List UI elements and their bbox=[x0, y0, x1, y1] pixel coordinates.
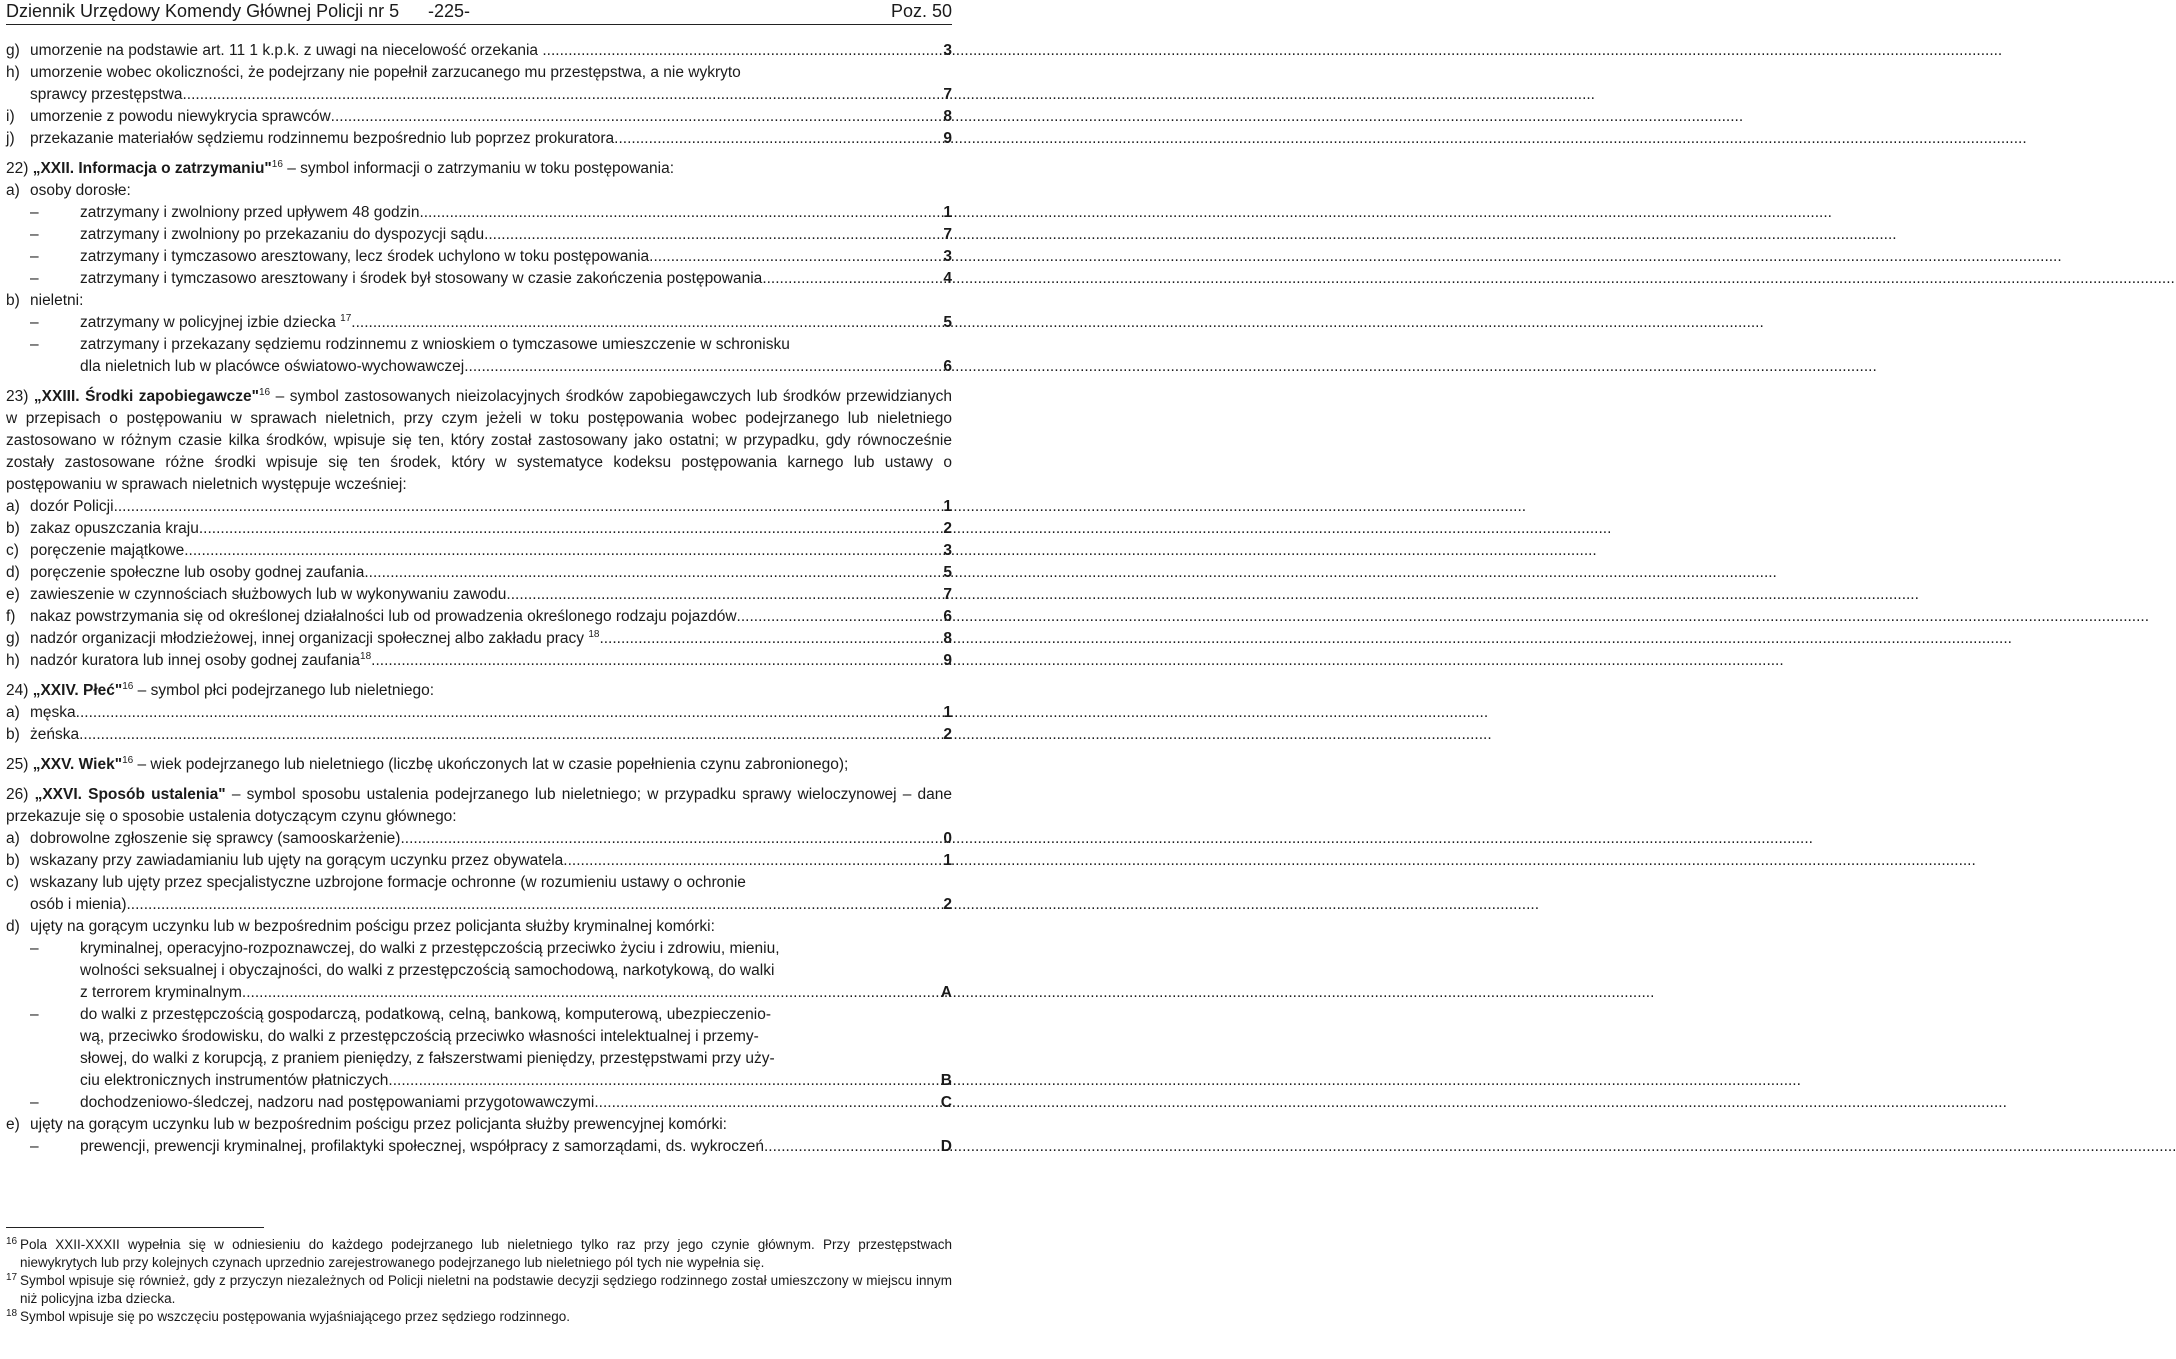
list-item: b) wskazany przy zawiadamianiu lub ujęty na gorącym uczynku przez obywatela ..... 1 bbox=[6, 850, 952, 872]
page-number: -225- bbox=[428, 1, 471, 21]
list-item-continuation: ciu elektronicznych instrumentów płatniczych ..... B bbox=[6, 1070, 952, 1092]
list-item: j) przekazanie materiałów sędziemu rodzinnemu bezpośrednio lub poprzez prokuratora ..... 9 bbox=[6, 128, 952, 150]
list-item-continuation: wą, przeciwko środowisku, do walki z przestępczością przeciwko własności intelektualnej i przemy- bbox=[80, 1028, 759, 1045]
section-23: 23) „XXIII. Środki zapobiegawcze"$^{16}$ – symbol zastosowanych nieizolacyjnych środków zapobiegawczych lub środków przewidzianych w przepisach o postępowaniu w sprawach nieletnich, przy czym jeżeli w toku postępowania wobec podejrzanego lub nieletniego zastosowano w różnym czasie kilka środków, wpisuje się ten, który został zastosowany jako ostatni; w przypadku, gdy równocześnie zostały zastosowane różne środki wpisuje się ten środek, który w systematyce kodeksu postępowania karnego lub ustawy o postępowaniu w sprawach nieletnich występuje wcześniej: bbox=[6, 386, 953, 493]
list-item: a) męska ..... 1 bbox=[6, 702, 952, 724]
footnotes bbox=[6, 1236, 952, 1326]
list-item: i) umorzenie z powodu niewykrycia sprawców ..... 8 bbox=[6, 106, 952, 128]
list-item: a) dobrowolne zgłoszenie się sprawcy (samooskarżenie) ..... 0 bbox=[6, 828, 952, 850]
list-item: g) umorzenie na podstawie art. 11 1 k.p.k. z uwagi na niecelowość orzekania ........... ..... 3 bbox=[6, 40, 952, 62]
list-item: f) nakaz powstrzymania się od określonej działalności lub od prowadzenia określonego rodzaju pojazdów ..... 6 bbox=[6, 606, 952, 628]
header-rule bbox=[6, 24, 952, 25]
list-item: – zatrzymany i zwolniony po przekazaniu do dyspozycji sądu ..... 7 bbox=[6, 224, 952, 246]
list-item-continuation: dla nieletnich lub w placówce oświatowo-wychowawczej ..... 6 bbox=[6, 356, 952, 378]
list-item-continuation: wolności seksualnej i obyczajności, do walki z przestępczością samochodową, narkotykową, do walki bbox=[80, 962, 775, 979]
list-item-continuation: słowej, do walki z korupcją, z praniem pieniędzy, z fałszerstwami pieniędzy, przestępstwami przy uży- bbox=[80, 1050, 775, 1067]
footnote: 17 Symbol wpisuje się również, gdy z przyczyn niezależnych od Policji nieletni na podstawie decyzji sędziego rodzinnego został umieszczony w miejscu innym niż policyjna izba dziecka. bbox=[6, 1272, 952, 1306]
list-item-continuation: sprawcy przestępstwa ..... 7 bbox=[6, 84, 952, 106]
list-item-continuation: z terrorem kryminalnym ..... A bbox=[6, 982, 952, 1004]
list-item: c) wskazany lub ujęty przez specjalistyczne uzbrojone formacje ochronne (w rozumieniu ustawy o ochronie bbox=[6, 874, 746, 891]
section-25: 25) „XXV. Wiek"$^{16}$ – wiek podejrzanego lub nieletniego (liczbę ukończonych lat w czasie popełnienia czynu zabronionego); bbox=[6, 754, 849, 773]
document-page bbox=[0, 0, 960, 1359]
document-body bbox=[6, 40, 952, 1158]
footnote: 16 Pola XXII-XXXII wypełnia się w odniesieniu do każdego podejrzanego lub nieletniego tylko raz przy jego czynie głównym. Przy przestępstwach niewykrytych lub przy kolejnych czynach uprzednio zarejestrowanego podejrzanego lub nieletniego pól tych nie wypełnia się. bbox=[6, 1236, 952, 1270]
section-26: 26) „XXVI. Sposób ustalenia" – symbol sposobu ustalenia podejrzanego lub nieletniego; w przypadku sprawy wieloczynowej – dane przekazuje się o sposobie ustalenia dotyczącym czynu głównego: bbox=[6, 786, 952, 825]
list-item: – zatrzymany i tymczasowo aresztowany, lecz środek uchylono w toku postępowania ..... 3 bbox=[6, 246, 952, 268]
list-item: – dochodzeniowo-śledczej, nadzoru nad postępowaniami przygotowawczymi ..... C bbox=[6, 1092, 952, 1114]
list-item: c) poręczenie majątkowe ..... 3 bbox=[6, 540, 952, 562]
section-22: 22) „XXII. Informacja o zatrzymaniu"$^{16}$ – symbol informacji o zatrzymaniu w toku postępowania: bbox=[6, 158, 675, 177]
section-title: „XXV. Wiek" bbox=[32, 756, 123, 773]
section-title: „XXVI. Sposób ustalenia" bbox=[34, 786, 226, 803]
list-item: e) ujęty na gorącym uczynku lub w bezpośrednim pościgu przez policjanta służby prewencyjnej komórki: bbox=[6, 1116, 727, 1133]
section-title: „XXII. Informacja o zatrzymaniu" bbox=[32, 160, 272, 177]
list-item: b) zakaz opuszczania kraju ..... 2 bbox=[6, 518, 952, 540]
list-item: – prewencji, prewencji kryminalnej, profilaktyki społecznej, współpracy z samorządami, ds. wykroczeń ..... D bbox=[6, 1136, 952, 1158]
section-title: „XXIII. Środki zapobiegawcze" bbox=[33, 388, 259, 405]
list-item: h) umorzenie wobec okoliczności, że podejrzany nie popełnił zarzucanego mu przestępstwa, a nie wykryto bbox=[6, 64, 741, 81]
list-item: h) nadzór kuratora lub innej osoby godnej zaufania$^{18}$ ..... 9 bbox=[6, 650, 952, 672]
list-item: – zatrzymany w policyjnej izbie dziecka $^{17}$ ..... 5 bbox=[6, 312, 952, 334]
list-item: g) nadzór organizacji młodzieżowej, innej organizacji społecznej albo zakładu pracy $^{18}$ ..... 8 bbox=[6, 628, 952, 650]
journal-title: Dziennik Urzędowy Komendy Głównej Policji nr 5 bbox=[6, 1, 400, 21]
page-header bbox=[6, 0, 952, 22]
list-item: b) żeńska ..... 2 bbox=[6, 724, 952, 746]
position-number: Poz. 50 bbox=[890, 1, 952, 21]
footnote: 18 Symbol wpisuje się po wszczęciu postępowania wyjaśniającego przez sędziego rodzinnego. bbox=[6, 1308, 571, 1324]
list-item: a) osoby dorosłe: bbox=[6, 182, 131, 199]
list-item: – kryminalnej, operacyjno-rozpoznawczej, do walki z przestępczością przeciwko życiu i zdrowiu, mieniu, bbox=[30, 940, 780, 957]
list-item: – zatrzymany i przekazany sędziemu rodzinnemu z wnioskiem o tymczasowe umieszczenie w schronisku bbox=[30, 336, 790, 353]
list-item-continuation: osób i mienia) ..... 2 bbox=[6, 894, 952, 916]
list-item: d) ujęty na gorącym uczynku lub w bezpośrednim pościgu przez policjanta służby kryminalnej komórki: bbox=[6, 918, 715, 935]
list-item: – zatrzymany i zwolniony przed upływem 48 godzin ..... 1 bbox=[6, 202, 952, 224]
list-item: – do walki z przestępczością gospodarczą, podatkową, celną, bankową, komputerową, ubezpieczenio- bbox=[30, 1006, 771, 1023]
section-24: 24) „XXIV. Płeć"$^{16}$ – symbol płci podejrzanego lub nieletniego: bbox=[6, 680, 435, 699]
section-title: „XXIV. Płeć" bbox=[32, 682, 123, 699]
list-item: b) nieletni: bbox=[6, 292, 84, 309]
list-item: a) dozór Policji ..... 1 bbox=[6, 496, 952, 518]
footnote-rule bbox=[6, 1227, 264, 1228]
list-item: – zatrzymany i tymczasowo aresztowany i środek był stosowany w czasie zakończenia postępowania ..... 4 bbox=[6, 268, 952, 290]
list-item: d) poręczenie społeczne lub osoby godnej zaufania ..... 5 bbox=[6, 562, 952, 584]
list-item: e) zawieszenie w czynnościach służbowych lub w wykonywaniu zawodu ..... 7 bbox=[6, 584, 952, 606]
